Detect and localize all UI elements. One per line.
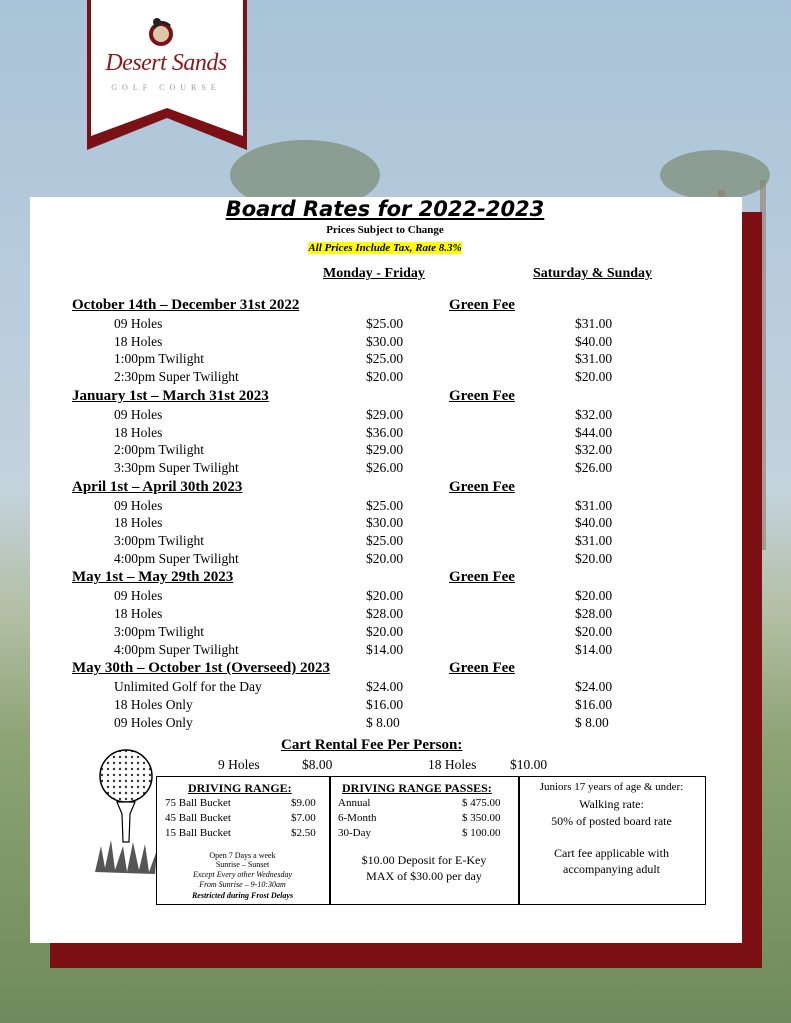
- green-fee-label: Green Fee: [449, 478, 515, 495]
- season-title: May 30th – October 1st (Overseed) 2023: [72, 660, 331, 677]
- rate-label: 3:00pm Twilight: [114, 533, 204, 548]
- range-item-label: 45 Ball Bucket: [165, 812, 231, 824]
- weekday-price: $14.00: [366, 641, 404, 657]
- rate-label: 1:00pm Twilight: [114, 351, 204, 367]
- weekend-price: $32.00: [575, 442, 613, 458]
- pass-label: 30-Day: [338, 827, 371, 839]
- weekend-price: $31.00: [575, 533, 613, 548]
- green-fee-label: Green Fee: [449, 297, 515, 313]
- logo-name: Desert Sands: [105, 50, 227, 76]
- cart-nine-label: 9 Holes: [218, 757, 260, 772]
- weekday-price: $25.00: [366, 533, 404, 548]
- rate-label: 09 Holes Only: [114, 714, 193, 730]
- weekday-price: $20.00: [366, 623, 404, 639]
- weekend-price: $40.00: [575, 515, 613, 531]
- weekend-price: $40.00: [575, 333, 613, 349]
- juniors-line: Cart fee applicable with: [554, 846, 669, 860]
- green-fee-label: Green Fee: [449, 569, 515, 586]
- rate-label: 09 Holes: [114, 588, 163, 604]
- logo-subtitle: GOLF COURSE: [111, 83, 221, 92]
- season-title: April 1st – April 30th 2023: [72, 478, 243, 495]
- weekend-price: $32.00: [575, 406, 613, 422]
- range-item-label: 75 Ball Bucket: [165, 797, 231, 809]
- background-palm: [660, 150, 770, 200]
- pass-price: $ 475.00: [462, 797, 501, 809]
- weekend-price: $20.00: [575, 369, 613, 385]
- juniors-line: Walking rate:: [579, 797, 644, 811]
- driving-range-title: DRIVING RANGE:: [188, 781, 292, 795]
- rate-label: 18 Holes: [114, 515, 163, 531]
- rate-label: 09 Holes: [114, 406, 163, 422]
- weekday-price: $20.00: [366, 550, 404, 566]
- weekday-price: $25.00: [366, 316, 404, 331]
- range-hours-note: From Sunrise – 9-10:30am: [199, 880, 286, 889]
- season-title: May 1st – May 29th 2023: [72, 569, 234, 586]
- range-hours-note: Sunrise – Sunset: [215, 860, 270, 869]
- weekend-price: $16.00: [575, 696, 613, 712]
- weekend-price: $44.00: [575, 424, 613, 440]
- rate-label: 09 Holes: [114, 316, 163, 331]
- weekday-price: $29.00: [366, 406, 404, 422]
- weekend-price: $31.00: [575, 497, 613, 513]
- rate-label: Unlimited Golf for the Day: [114, 679, 262, 695]
- pass-price: $ 350.00: [462, 812, 501, 824]
- season-title: January 1st – March 31st 2023: [72, 387, 269, 404]
- rate-label: 18 Holes: [114, 424, 163, 440]
- pass-label: Annual: [338, 797, 371, 809]
- weekend-price: $28.00: [575, 606, 613, 622]
- cart-fee-title: Cart Rental Fee Per Person:: [281, 737, 463, 753]
- weekday-price: $36.00: [366, 424, 404, 440]
- weekday-price: $28.00: [366, 606, 404, 622]
- juniors-line: Juniors 17 years of age & under:: [539, 781, 684, 793]
- rate-label: 2:00pm Twilight: [114, 442, 204, 458]
- rate-label: 18 Holes: [114, 333, 163, 349]
- golf-ball-illustration: [93, 742, 163, 882]
- range-hours-note: Restricted during Frost Delays: [191, 891, 294, 900]
- weekend-price: $20.00: [575, 588, 613, 604]
- weekend-price: $20.00: [575, 550, 613, 566]
- rate-label: 4:00pm Super Twilight: [114, 641, 239, 657]
- weekday-price: $16.00: [366, 696, 404, 712]
- cart-eighteen-price: $10.00: [510, 757, 548, 772]
- range-hours-note: Except Every other Wednesday: [193, 870, 292, 879]
- juniors-line: 50% of posted board rate: [551, 814, 672, 828]
- weekday-price: $30.00: [366, 333, 404, 349]
- weekend-price: $20.00: [575, 623, 613, 639]
- rate-label: 2:30pm Super Twilight: [114, 369, 239, 385]
- green-fee-label: Green Fee: [449, 660, 515, 677]
- cart-nine-price: $8.00: [302, 757, 333, 772]
- weekend-price: $ 8.00: [575, 714, 609, 730]
- weekday-column-header: Monday - Friday: [323, 266, 425, 281]
- juniors-line: accompanying adult: [563, 862, 660, 876]
- weekend-price: $31.00: [575, 351, 613, 367]
- weekday-price: $26.00: [366, 459, 404, 475]
- weekend-price: $14.00: [575, 641, 613, 657]
- weekend-price: $24.00: [575, 679, 613, 695]
- weekday-price: $ 8.00: [366, 714, 400, 730]
- rate-label: 18 Holes: [114, 606, 163, 622]
- green-fee-label: Green Fee: [449, 387, 515, 404]
- weekend-price: $31.00: [575, 316, 613, 331]
- rate-label: 3:00pm Twilight: [114, 623, 204, 639]
- weekend-price: $26.00: [575, 459, 613, 475]
- weekday-price: $20.00: [366, 369, 404, 385]
- rate-label: 4:00pm Super Twilight: [114, 550, 239, 566]
- weekday-price: $24.00: [366, 679, 404, 695]
- ekey-deposit: $10.00 Deposit for E-Key: [361, 853, 487, 867]
- weekday-price: $25.00: [366, 497, 404, 513]
- range-item-price: $2.50: [291, 827, 316, 839]
- weekend-column-header: Saturday & Sunday: [533, 266, 653, 281]
- weekday-price: $30.00: [366, 515, 404, 531]
- logo-emblem-icon: [146, 14, 176, 50]
- weekday-price: $25.00: [366, 351, 404, 367]
- weekday-price: $20.00: [366, 588, 404, 604]
- rate-label: 3:30pm Super Twilight: [114, 459, 239, 475]
- tax-note-wrap: [0, 238, 770, 256]
- range-item-price: $9.00: [291, 797, 316, 809]
- page-title: Board Rates for 2022-2023: [225, 197, 545, 221]
- range-passes-title: DRIVING RANGE PASSES:: [342, 781, 492, 795]
- weekday-price: $29.00: [366, 442, 404, 458]
- pass-label: 6-Month: [338, 812, 377, 824]
- juniors-box: [518, 776, 706, 905]
- pass-price: $ 100.00: [462, 827, 501, 839]
- season-title: October 14th – December 31st 2022: [72, 297, 300, 313]
- prices-note: Prices Subject to Change: [326, 224, 444, 236]
- range-item-price: $7.00: [291, 812, 316, 824]
- cart-eighteen-label: 18 Holes: [428, 757, 477, 772]
- tax-note: All Prices Include Tax, Rate 8.3%: [308, 242, 462, 254]
- range-hours-note: Open 7 Days a week: [209, 851, 276, 860]
- rate-label: 18 Holes Only: [114, 696, 193, 712]
- rate-label: 09 Holes: [114, 497, 163, 513]
- range-item-label: 15 Ball Bucket: [165, 827, 231, 839]
- range-pass-max: MAX of $30.00 per day: [366, 869, 482, 883]
